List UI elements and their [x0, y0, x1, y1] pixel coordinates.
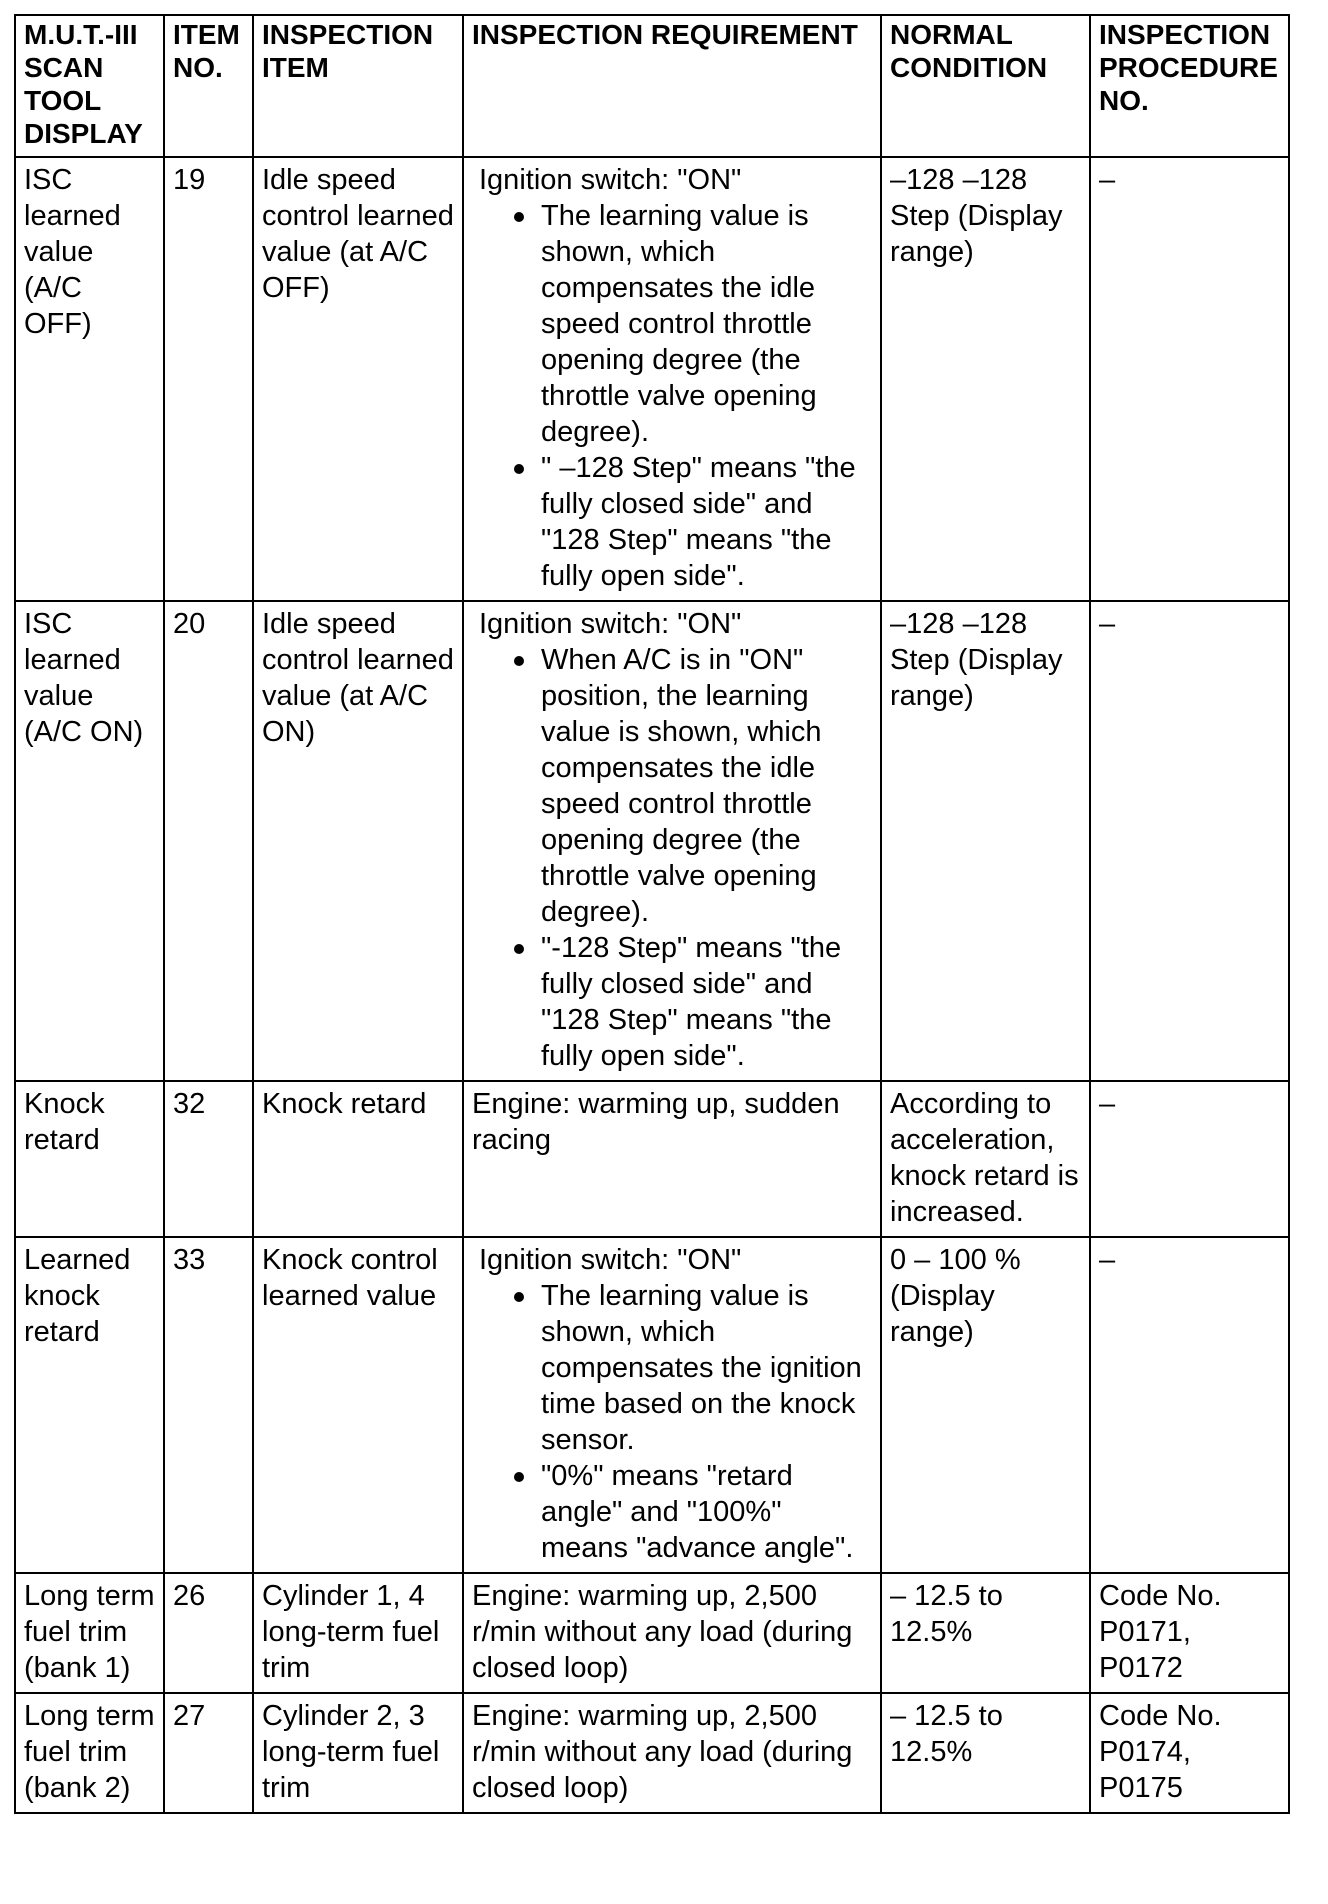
header-item-no: ITEM NO. [164, 15, 253, 157]
normal-condition-cell: –128 –128 Step (Display range) [881, 157, 1090, 601]
inspection-procedure-cell: Code No. P0171, P0172 [1090, 1573, 1289, 1693]
requirement-text: Ignition switch: "ON" [479, 164, 742, 196]
inspection-requirement-cell [463, 1693, 881, 1813]
inspection-procedure-cell: – [1090, 601, 1289, 1081]
scan-tool-display-cell: Long term fuel trim (bank 2) [15, 1693, 164, 1813]
requirement-text: Engine: warming up, 2,500 r/min without any load (during closed loop) [472, 1580, 853, 1684]
scan-tool-display-cell: ISC learned value (A/C OFF) [15, 157, 164, 601]
scan-tool-display-cell: Knock retard [15, 1081, 164, 1237]
table-row [15, 1693, 1289, 1813]
requirement-text: Ignition switch: "ON" [479, 1244, 742, 1276]
table-body [15, 157, 1289, 1813]
item-no-cell: 26 [164, 1573, 253, 1693]
requirement-bullet-list [470, 198, 874, 594]
item-no-cell: 32 [164, 1081, 253, 1237]
inspection-procedure-cell: – [1090, 1081, 1289, 1237]
table-row [15, 1573, 1289, 1693]
item-no-cell: 33 [164, 1237, 253, 1573]
inspection-requirement-cell [463, 1237, 881, 1573]
inspection-item-cell: Idle speed control learned value (at A/C ON) [253, 601, 463, 1081]
requirement-bullet-item [470, 1278, 874, 1458]
inspection-procedure-cell: Code No. P0174, P0175 [1090, 1693, 1289, 1813]
requirement-bullet-item [470, 198, 874, 450]
normal-condition-cell: According to acceleration, knock retard is increased. [881, 1081, 1090, 1237]
bullet-text: When A/C is in "ON" position, the learning value is shown, which compensates the idle speed control throttle opening degree (the throttle valve opening degree). [541, 644, 822, 928]
header-inspection-item: INSPECTION ITEM [253, 15, 463, 157]
inspection-item-cell: Idle speed control learned value (at A/C OFF) [253, 157, 463, 601]
inspection-item-cell: Knock retard [253, 1081, 463, 1237]
bullet-icon [514, 1292, 524, 1302]
inspection-requirement-cell [463, 157, 881, 601]
inspection-requirement-cell [463, 1081, 881, 1237]
header-row [15, 15, 1289, 157]
inspection-requirement-cell [463, 1573, 881, 1693]
header-normal-condition: NORMAL CONDITION [881, 15, 1090, 157]
header-inspection-procedure-no: INSPECTION PROCEDURE NO. [1090, 15, 1289, 157]
bullet-text: " –128 Step" means "the fully closed side" and "128 Step" means "the fully open side". [541, 452, 856, 592]
requirement-text: Engine: warming up, sudden racing [472, 1088, 840, 1156]
bullet-icon [514, 1472, 524, 1482]
bullet-icon [514, 944, 524, 954]
bullet-text: The learning value is shown, which compensates the idle speed control throttle opening degree (the throttle valve opening degree). [541, 200, 817, 448]
inspection-requirement-cell [463, 601, 881, 1081]
inspection-procedure-cell: – [1090, 157, 1289, 601]
header-inspection-requirement: INSPECTION REQUIREMENT [463, 15, 881, 157]
bullet-text: "-128 Step" means "the fully closed side" and "128 Step" means "the fully open side". [541, 932, 842, 1072]
inspection-item-cell: Cylinder 2, 3 long-term fuel trim [253, 1693, 463, 1813]
scan-tool-display-cell: Learned knock retard [15, 1237, 164, 1573]
requirement-bullet-item [470, 450, 874, 594]
inspection-table [14, 14, 1290, 1814]
scan-tool-display-cell: ISC learned value (A/C ON) [15, 601, 164, 1081]
normal-condition-cell: – 12.5 to 12.5% [881, 1573, 1090, 1693]
bullet-text: The learning value is shown, which compensates the ignition time based on the knock sensor. [541, 1280, 862, 1456]
requirement-bullet-item [470, 930, 874, 1074]
requirement-bullet-item [470, 642, 874, 930]
item-no-cell: 27 [164, 1693, 253, 1813]
requirement-bullet-item [470, 1458, 874, 1566]
inspection-item-cell: Knock control learned value [253, 1237, 463, 1573]
scan-tool-display-cell: Long term fuel trim (bank 1) [15, 1573, 164, 1693]
requirement-text: Engine: warming up, 2,500 r/min without any load (during closed loop) [472, 1700, 853, 1804]
bullet-icon [514, 212, 524, 222]
header-scan-tool-display: M.U.T.-III SCAN TOOL DISPLAY [15, 15, 164, 157]
bullet-text: "0%" means "retard angle" and "100%" means "advance angle". [541, 1460, 854, 1564]
normal-condition-cell: 0 – 100 % (Display range) [881, 1237, 1090, 1573]
normal-condition-cell: – 12.5 to 12.5% [881, 1693, 1090, 1813]
requirement-bullet-list [470, 1278, 874, 1566]
table-row [15, 1237, 1289, 1573]
bullet-icon [514, 464, 524, 474]
table-row [15, 601, 1289, 1081]
requirement-text: Ignition switch: "ON" [479, 608, 742, 640]
table-row [15, 157, 1289, 601]
item-no-cell: 19 [164, 157, 253, 601]
normal-condition-cell: –128 –128 Step (Display range) [881, 601, 1090, 1081]
requirement-bullet-list [470, 642, 874, 1074]
table-row [15, 1081, 1289, 1237]
inspection-item-cell: Cylinder 1, 4 long-term fuel trim [253, 1573, 463, 1693]
item-no-cell: 20 [164, 601, 253, 1081]
bullet-icon [514, 656, 524, 666]
table-header [15, 15, 1289, 157]
inspection-procedure-cell: – [1090, 1237, 1289, 1573]
